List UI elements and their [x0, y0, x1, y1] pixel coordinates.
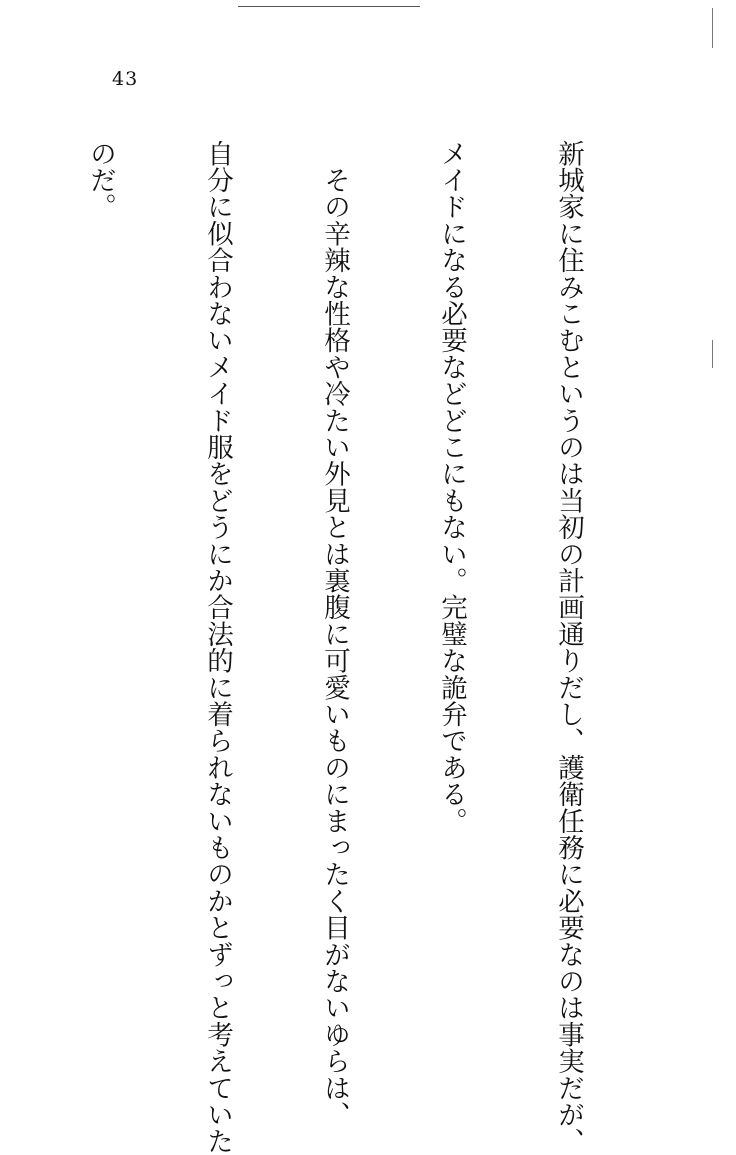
page-number: 43: [112, 68, 139, 90]
text-line: 自分に似合わないメイド服をどうにか合法的に着られないものかとずっと考えていた: [202, 140, 233, 1155]
text-line: メイドになる必要などどこにもない。完璧な詭弁である。: [436, 140, 467, 835]
text-line: [0, 140, 3, 1000]
top-rule: [238, 6, 420, 7]
text-line: その辛辣な性格や冷たい外見とは裏腹に可愛いものにまったく目がないゆらは、: [319, 140, 350, 1128]
text-line: 新城家に住みこむというのは当初の計画通りだし、護衛任務に必要なのは事実だが、: [553, 140, 584, 1155]
body-text: [0, 140, 666, 1155]
scan-edge-mark: [712, 340, 713, 368]
scan-edge-mark: [712, 8, 713, 48]
text-line: のだ。: [85, 140, 116, 221]
